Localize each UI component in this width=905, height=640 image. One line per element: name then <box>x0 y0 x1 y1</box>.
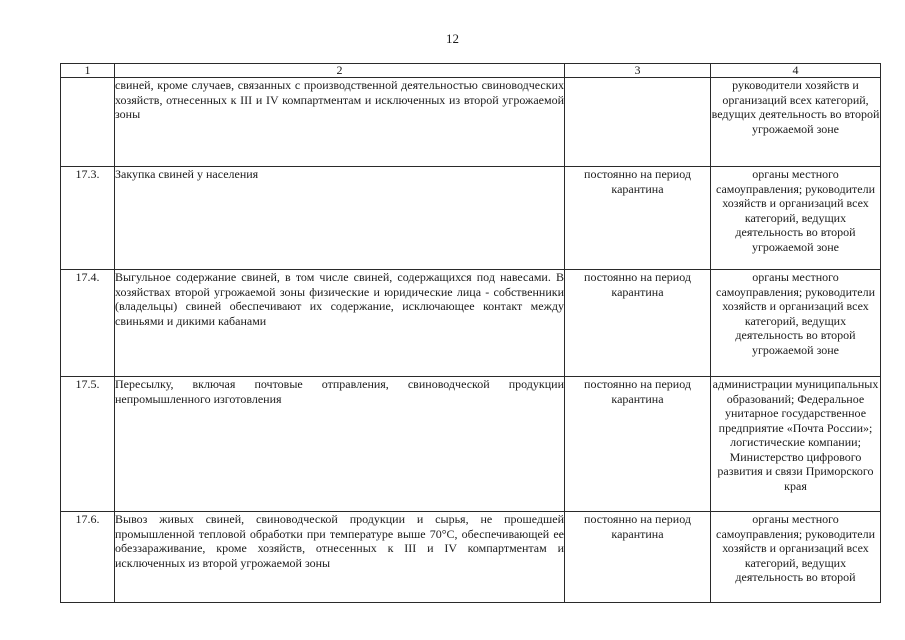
table-row <box>61 377 881 512</box>
table-row <box>61 512 881 603</box>
row-term: постоянно на период карантина <box>565 270 711 377</box>
row-term: постоянно на период карантина <box>565 167 711 270</box>
row-number: 17.6. <box>61 512 115 603</box>
row-number: 17.3. <box>61 167 115 270</box>
row-number <box>61 78 115 167</box>
column-header-1: 1 <box>61 64 115 78</box>
page-number: 12 <box>446 31 459 46</box>
row-term <box>565 78 711 167</box>
column-header-3: 3 <box>565 64 711 78</box>
column-header-2: 2 <box>115 64 565 78</box>
row-responsible: органы местного самоуправления; руководители хозяйств и организаций всех категорий, ведущих деятельность во второй <box>711 512 881 603</box>
column-header-4: 4 <box>711 64 881 78</box>
row-responsible: администрации муниципальных образований; Федеральное унитарное государственное предприятие «Почта России»; логистические компании; Министерство цифрового развития и связи Приморского края <box>711 377 881 512</box>
row-term: постоянно на период карантина <box>565 512 711 603</box>
row-measure: свиней, кроме случаев, связанных с производственной деятельностью свиноводческих хозяйств, отнесенных к III и IV компартментам и исключенных из второй угрожаемой зоны <box>115 78 565 167</box>
table-row <box>61 270 881 377</box>
table-header-row <box>61 64 881 78</box>
row-number: 17.5. <box>61 377 115 512</box>
row-measure: Выгульное содержание свиней, в том числе свиней, содержащихся под навесами. В хозяйствах второй угрожаемой зоны физические и юридические лица - собственники (владельцы) свиней обеспечивают их содержание, исключающее контакт между свиньями и дикими кабанами <box>115 270 565 377</box>
row-responsible: руководители хозяйств и организаций всех категорий, ведущих деятельность во второй угрожаемой зоне <box>711 78 881 167</box>
row-measure: Пересылку, включая почтовые отправления, свиноводческой продукции непромышленного изготовления <box>115 377 565 512</box>
row-responsible: органы местного самоуправления; руководители хозяйств и организаций всех категорий, ведущих деятельность во второй угрожаемой зоне <box>711 270 881 377</box>
table-row <box>61 167 881 270</box>
row-measure: Вывоз живых свиней, свиноводческой продукции и сырья, не прошедшей промышленной тепловой обработки при температуре выше 70°С, обеспечивающей ее обеззараживание, кроме хозяйств, отнесенных к III и IV компартментам и исключенных из второй угрожаемой зоны <box>115 512 565 603</box>
row-number: 17.4. <box>61 270 115 377</box>
row-measure: Закупка свиней у населения <box>115 167 565 270</box>
table-row <box>61 78 881 167</box>
row-term: постоянно на период карантина <box>565 377 711 512</box>
measures-table <box>60 63 881 603</box>
row-responsible: органы местного самоуправления; руководители хозяйств и организаций всех категорий, ведущих деятельность во второй угрожаемой зоне <box>711 167 881 270</box>
